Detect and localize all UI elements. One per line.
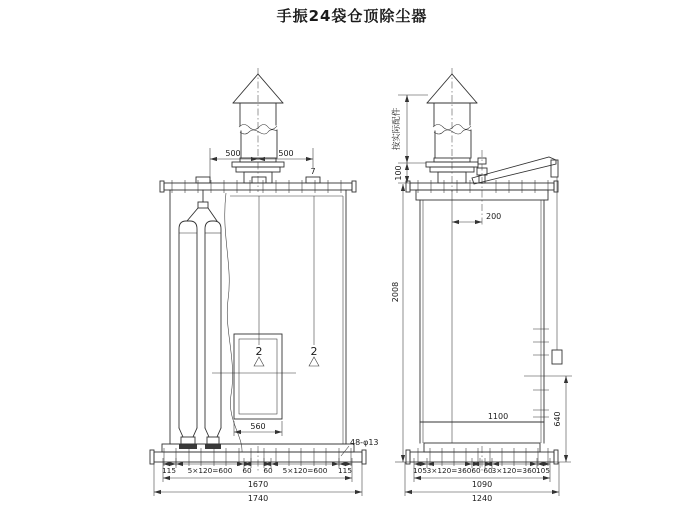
dim-text-200: 200	[486, 212, 502, 221]
dim-text-60-r: 60	[263, 466, 273, 475]
dim-text-5x120-r: 5×120=600	[282, 466, 328, 475]
dim-text-560: 560	[250, 422, 266, 431]
dim-text-640: 640	[553, 411, 562, 427]
dim-text-105-r: 105	[536, 466, 550, 475]
dim-text-115-l: 115	[162, 466, 176, 475]
dim-text-1100: 1100	[487, 412, 509, 421]
dim-text-1670: 1670	[247, 480, 269, 489]
dim-text-100: 100	[394, 165, 403, 181]
dim-text-115-r: 115	[338, 466, 352, 475]
dim-text-1740: 1740	[247, 494, 269, 503]
dim-text-500-right: 500	[278, 149, 294, 158]
dim-text-60s-r: 60	[483, 466, 493, 475]
callout-text-2-right: 2	[310, 345, 318, 358]
drawing-title: 手振24袋仓顶除尘器	[276, 7, 428, 25]
dim-text-3x120-l: 3×120=360	[426, 466, 472, 475]
dim-text-60-l: 60	[242, 466, 252, 475]
fitting-note-text: 按实际配件	[392, 107, 402, 151]
bag-foot-right	[205, 444, 221, 449]
dim-text-500-left: 500	[225, 149, 241, 158]
dim-text-1090: 1090	[471, 480, 493, 489]
dim-text-3x120-r: 3×120=360	[491, 466, 537, 475]
dim-text-5x120-l: 5×120=600	[187, 466, 233, 475]
dim-text-60s-l: 60	[471, 466, 481, 475]
bolt-note-text: 48-φ13	[350, 438, 379, 447]
dim-text-2008: 2008	[391, 281, 400, 303]
callout-text-7: 7	[310, 167, 316, 176]
bag-foot-left	[179, 444, 197, 449]
dim-text-1240: 1240	[471, 494, 493, 503]
dim-text-105-l: 105	[413, 466, 427, 475]
callout-text-2-left: 2	[255, 345, 263, 358]
